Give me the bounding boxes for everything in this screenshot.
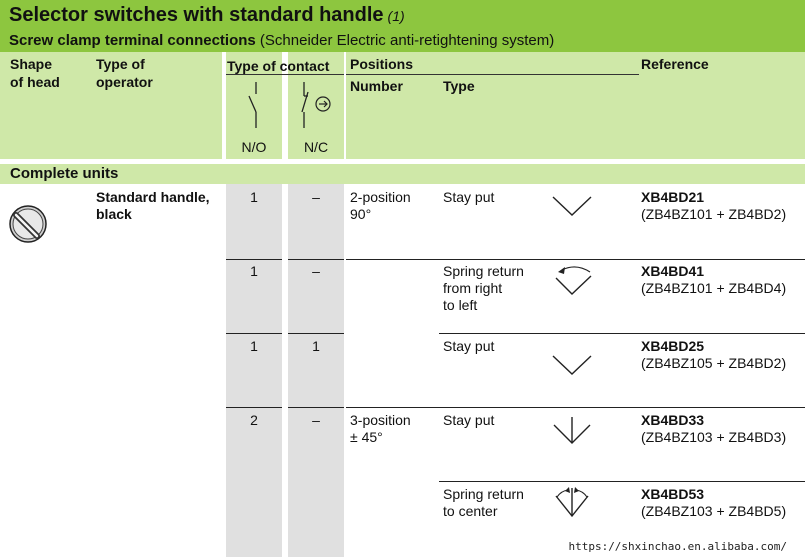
title-text: Selector switches with standard handle: [9, 4, 384, 26]
header-positions-underline: [346, 74, 639, 75]
row5-reference: [641, 486, 786, 520]
row3-ref-code: XB4BD25: [641, 338, 705, 354]
header-operator-line1: Type of: [96, 56, 145, 72]
row5-ref-code: XB4BD53: [641, 486, 705, 502]
row3-no: 1: [250, 338, 258, 354]
subtitle-bar: [0, 30, 805, 52]
operator-line1: Standard handle,: [96, 189, 210, 205]
header-nc: N/C: [303, 139, 329, 155]
header-no: N/O: [241, 139, 267, 155]
row1-number-line1: 2-position: [350, 189, 411, 205]
row2-type-line1: Spring return: [443, 263, 524, 279]
row1-nc: –: [312, 189, 320, 205]
row2-ref-sub: (ZB4BZ101 + ZB4BD4): [641, 280, 787, 296]
stay-put-90-icon: [552, 354, 594, 378]
header-type: Type: [443, 78, 475, 94]
row4-nc: –: [312, 412, 320, 428]
row-separator: [439, 481, 805, 482]
row-separator: [439, 333, 805, 334]
section-bar: [0, 164, 805, 184]
subtitle: [9, 32, 554, 49]
row1-number-line2: 90°: [350, 206, 372, 222]
row4-no: 2: [250, 412, 258, 428]
row2-ref-code: XB4BD41: [641, 263, 705, 279]
row-separator: [288, 259, 344, 260]
row4-type: Stay put: [443, 412, 495, 428]
row2-reference: [641, 263, 786, 297]
row5-type-line2: to center: [443, 503, 498, 519]
no-column-bg: [226, 184, 282, 557]
selector-head-icon: [8, 204, 48, 244]
row-separator: [226, 407, 282, 408]
row1-type: Stay put: [443, 189, 495, 205]
row-separator: [288, 333, 344, 334]
row3-type: Stay put: [443, 338, 495, 354]
stay-put-90-icon: [552, 195, 594, 219]
row2-type-line3: to left: [443, 297, 478, 313]
subtitle-bold: Screw clamp terminal connections: [9, 32, 256, 49]
header-shape-line2: of head: [10, 74, 60, 90]
row4-number-line2: ± 45°: [350, 429, 383, 445]
subtitle-light: (Schneider Electric anti-retightening system): [259, 32, 555, 49]
header-operator-line2: operator: [96, 74, 153, 90]
nc-contact-symbol: [294, 82, 338, 132]
row5-type: [443, 486, 524, 520]
row4-ref-code: XB4BD33: [641, 412, 705, 428]
title-bar: [0, 0, 805, 30]
header-positions: Positions: [350, 56, 414, 72]
row2-nc: –: [312, 263, 320, 279]
row1-ref-code: XB4BD21: [641, 189, 705, 205]
header-contact-underline: [226, 74, 344, 75]
row-separator: [226, 333, 282, 334]
title-note: (1): [387, 8, 405, 24]
operator-line2: black: [96, 206, 132, 222]
row2-no: 1: [250, 263, 258, 279]
row-separator: [346, 407, 805, 408]
header-shape-of-head: [10, 55, 60, 91]
header-bg-right: [346, 52, 805, 159]
watermark-url: https://shxinchao.en.alibaba.com/: [568, 540, 787, 553]
row-separator: [288, 407, 344, 408]
row5-ref-sub: (ZB4BZ103 + ZB4BD5): [641, 503, 787, 519]
row4-number: [350, 412, 411, 446]
header-number: Number: [350, 78, 403, 94]
row4-reference: [641, 412, 786, 446]
nc-column-bg: [288, 184, 344, 557]
section-complete-units: Complete units: [10, 165, 119, 182]
spring-return-to-center-icon: [550, 486, 596, 522]
row-separator: [226, 259, 282, 260]
row1-no: 1: [250, 189, 258, 205]
row-separator: [346, 259, 805, 260]
stay-put-3-position-icon: [552, 415, 594, 447]
header-type-of-contact: Type of contact: [227, 58, 330, 74]
page-title: [9, 4, 405, 27]
row2-type: [443, 263, 524, 314]
row1-ref-sub: (ZB4BZ101 + ZB4BD2): [641, 206, 787, 222]
row1-reference: [641, 189, 786, 223]
row4-ref-sub: (ZB4BZ103 + ZB4BD3): [641, 429, 787, 445]
header-reference: Reference: [641, 56, 709, 72]
header-type-of-operator: [96, 55, 153, 91]
row3-ref-sub: (ZB4BZ105 + ZB4BD2): [641, 355, 787, 371]
row5-type-line1: Spring return: [443, 486, 524, 502]
row1-number: [350, 189, 411, 223]
row3-reference: [641, 338, 786, 372]
operator-cell: [96, 189, 210, 223]
spring-return-right-to-left-icon: [552, 264, 596, 298]
row4-number-line1: 3-position: [350, 412, 411, 428]
no-contact-symbol: [240, 82, 270, 132]
row3-nc: 1: [312, 338, 320, 354]
row2-type-line2: from right: [443, 280, 503, 296]
header-shape-line1: Shape: [10, 56, 53, 72]
